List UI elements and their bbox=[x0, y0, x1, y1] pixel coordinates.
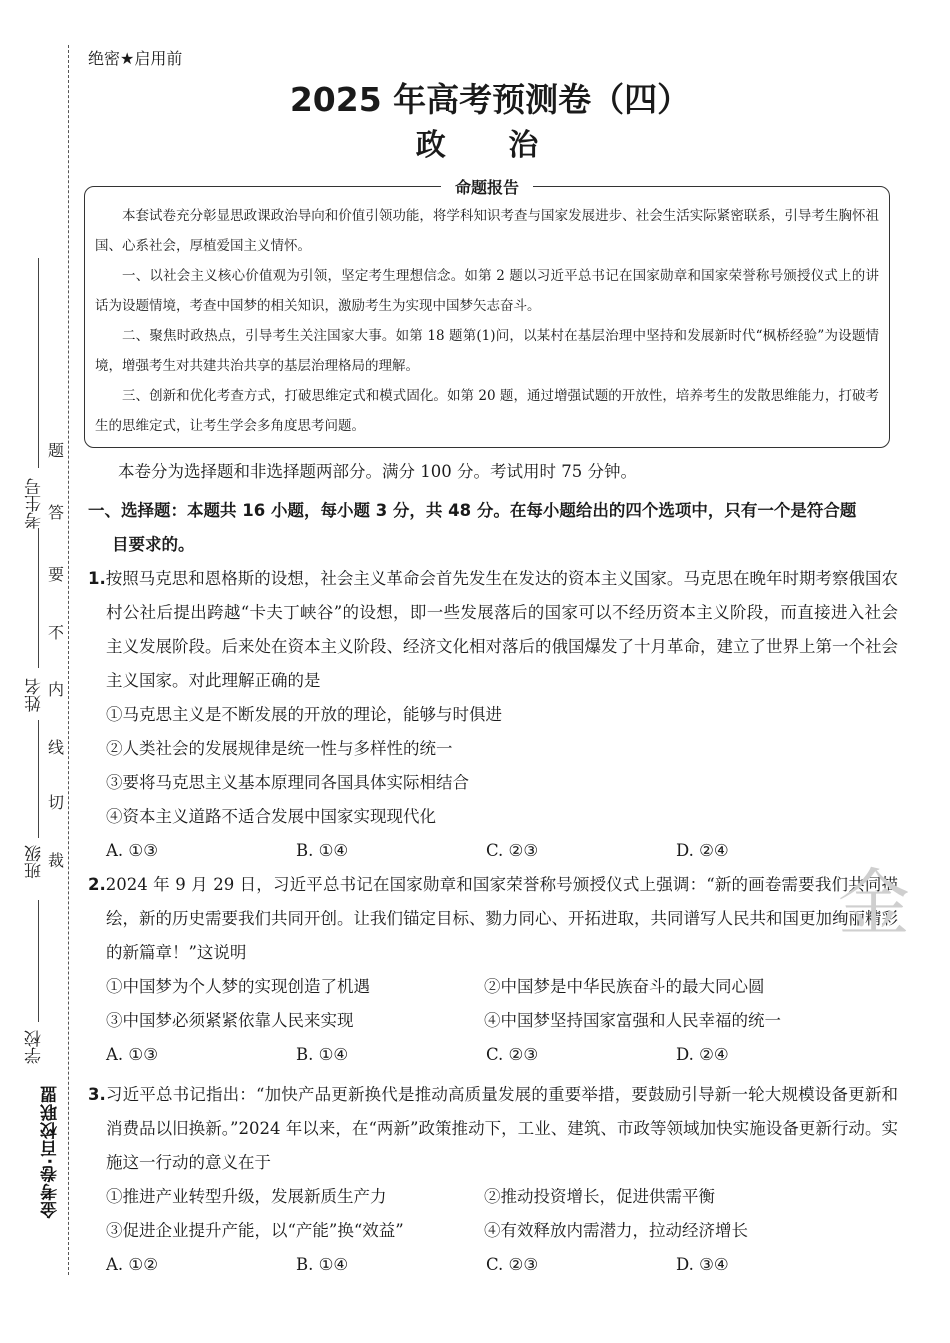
report-paragraph-lead: 二、聚焦时政热点，引导考生关注国家大事。 bbox=[122, 328, 396, 344]
option-row bbox=[88, 1004, 898, 1038]
brand-label: 金考卷·百校联盟 bbox=[41, 1085, 61, 1219]
answer-choice: A. ①③ bbox=[106, 1045, 158, 1064]
answer-choice: B. ①④ bbox=[296, 1255, 349, 1274]
option-row bbox=[88, 970, 898, 1004]
cut-line-char: 要 bbox=[48, 565, 65, 584]
report-paragraph: 二、聚焦时政热点，引导考生关注国家大事。如第 18 题第(1)问，以某村在基层治理中坚持和发展新时代“枫桥经验”为设题情境，增强考生对共建共治共享的基层治理格局的理解。 bbox=[95, 328, 880, 374]
answer-choice: A. ①② bbox=[106, 1255, 158, 1274]
question-option: ①推进产业转型升级，发展新质生产力 bbox=[106, 1187, 387, 1206]
answer-choices bbox=[88, 1248, 898, 1282]
page-title: 2025 年高考预测卷（四） bbox=[289, 80, 691, 119]
watermark-stamp: 金 bbox=[838, 861, 911, 945]
section-heading bbox=[88, 494, 898, 562]
question-option: ②中国梦是中华民族奋斗的最大同心圆 bbox=[484, 977, 765, 996]
report-heading-wrap bbox=[85, 175, 889, 198]
cut-line-char: 切 bbox=[48, 793, 65, 812]
exam-intro: 本卷分为选择题和非选择题两部分。满分 100 分。考试用时 75 分钟。 bbox=[118, 462, 637, 481]
answer-choice: D. ②④ bbox=[676, 1045, 729, 1064]
report-paragraph: 三、创新和优化考查方式，打破思维定式和模式固化。如第 20 题，通过增强试题的开放性，培养考生的发散思维能力，打破考生的思维定式，让考生学会多角度思考问题。 bbox=[95, 388, 880, 434]
question-option: ①马克思主义是不断发展的开放的理论，能够与时俱进 bbox=[106, 705, 502, 724]
answer-choice: C. ②③ bbox=[486, 841, 539, 860]
answer-choice: B. ①④ bbox=[296, 841, 349, 860]
margin-fill-line bbox=[38, 720, 39, 838]
cut-line-char: 裁 bbox=[48, 851, 65, 870]
question-option: ②人类社会的发展规律是统一性与多样性的统一 bbox=[106, 739, 453, 758]
answer-choice: C. ②③ bbox=[486, 1255, 539, 1274]
question-option: ①中国梦为个人梦的实现创造了机遇 bbox=[106, 977, 370, 996]
margin-label-school: 学校 bbox=[25, 1030, 45, 1064]
margin-fill-line bbox=[38, 900, 39, 1022]
margin-fill-line bbox=[38, 528, 39, 668]
question-stem: 3.习近平总书记指出：“加快产品更新换代是推动高质量发展的重要举措，要鼓励引导新一轮大规模设备更新和消费品以旧换新。”2024 年以来，在“两新”政策推动下，工业、建筑、市政等领域加快实施设备更新行动。实施这一行动的意义在于 bbox=[88, 1085, 898, 1172]
report-paragraph-lead: 三、创新和优化考查方式，打破思维定式和模式固化。 bbox=[122, 388, 447, 404]
option-row bbox=[88, 1214, 898, 1248]
question-option: ③促进企业提升产能，以“产能”换“效益” bbox=[106, 1221, 404, 1240]
cut-line-char: 题 bbox=[48, 441, 65, 460]
answer-choice: B. ①④ bbox=[296, 1045, 349, 1064]
question-option: ③中国梦必须紧紧依靠人民来实现 bbox=[106, 1011, 354, 1030]
question-option: ③要将马克思主义基本原理同各国具体实际相结合 bbox=[106, 773, 469, 792]
report-paragraph: 一、以社会主义核心价值观为引领，坚定考生理想信念。如第 2 题以习近平总书记在国家勋章和国家荣誉称号颁授仪式上的讲话为设题情境，考查中国梦的相关知识，激励考生为实现中国梦矢志奋斗。 bbox=[95, 268, 879, 314]
answer-choice: C. ②③ bbox=[486, 1045, 539, 1064]
answer-choice: A. ①③ bbox=[106, 841, 158, 860]
report-box bbox=[84, 178, 890, 448]
question-option: ②推动投资增长，促进供需平衡 bbox=[484, 1187, 715, 1206]
question-2 bbox=[88, 868, 898, 1072]
question-option: ④资本主义道路不适合发展中国家实现现代化 bbox=[106, 807, 436, 826]
report-paragraph: 本套试卷充分彰显思政课政治导向和价值引领功能，将学科知识考查与国家发展进步、社会生活实际紧密联系，引导考生胸怀祖国、心系社会，厚植爱国主义情怀。 bbox=[95, 208, 879, 254]
question-3 bbox=[88, 1078, 898, 1282]
section-heading-line2: 目要求的。 bbox=[112, 535, 195, 554]
answer-choice: D. ②④ bbox=[676, 841, 729, 860]
answer-choice: D. ③④ bbox=[676, 1255, 729, 1274]
cut-line-char: 内 bbox=[48, 680, 65, 699]
question-1 bbox=[88, 562, 898, 868]
cut-line-char: 线 bbox=[48, 738, 65, 757]
report-paragraph-lead: 一、以社会主义核心价值观为引领，坚定考生理想信念。 bbox=[122, 268, 465, 284]
binding-dashed-line bbox=[68, 45, 69, 1275]
margin-label-exam-number: 考生号 bbox=[25, 478, 45, 529]
margin-label-class: 班级 bbox=[25, 845, 45, 879]
section-heading-line1: 一、选择题：本题共 16 小题，每小题 3 分，共 48 分。在每小题给出的四个选项中，只有一个是符合题 bbox=[88, 501, 857, 520]
report-heading: 命题报告 bbox=[441, 178, 533, 197]
margin-label-name: 姓名 bbox=[25, 678, 45, 712]
cut-line-char: 不 bbox=[48, 623, 65, 642]
option-row bbox=[88, 1180, 898, 1214]
question-option: ④有效释放内需潜力，拉动经济增长 bbox=[484, 1221, 748, 1240]
report-body bbox=[95, 201, 879, 441]
question-stem: 1.按照马克思和恩格斯的设想，社会主义革命会首先发生在发达的资本主义国家。马克思在晚年时期考察俄国农村公社后提出跨越“卡夫丁峡谷”的设想，即一些发展落后的国家可以不经历资本主义阶段，而直接进入社会主义发展阶段。后来处在资本主义阶段、经济文化相对落后的俄国爆发了十月革命，建立了世界上第一个社会主义国家。对此理解正确的是 bbox=[88, 569, 898, 690]
margin-fill-line bbox=[38, 258, 39, 468]
question-option: ④中国梦坚持国家富强和人民幸福的统一 bbox=[484, 1011, 781, 1030]
answer-choices bbox=[88, 1038, 898, 1072]
answer-choices bbox=[88, 834, 898, 868]
cut-line-char: 答 bbox=[48, 503, 65, 522]
confidential-label: 绝密★启用前 bbox=[88, 49, 183, 68]
question-stem: 2.2024 年 9 月 29 日，习近平总书记在国家勋章和国家荣誉称号颁授仪式上强调：“新的画卷需要我们共同描绘，新的历史需要我们共同开创。让我们锚定目标、勠力同心、开拓进取，共同谱写人民共和国更加绚丽精彩的新篇章！”这说明 bbox=[88, 875, 898, 962]
subject-title: 政 治 bbox=[415, 128, 565, 163]
